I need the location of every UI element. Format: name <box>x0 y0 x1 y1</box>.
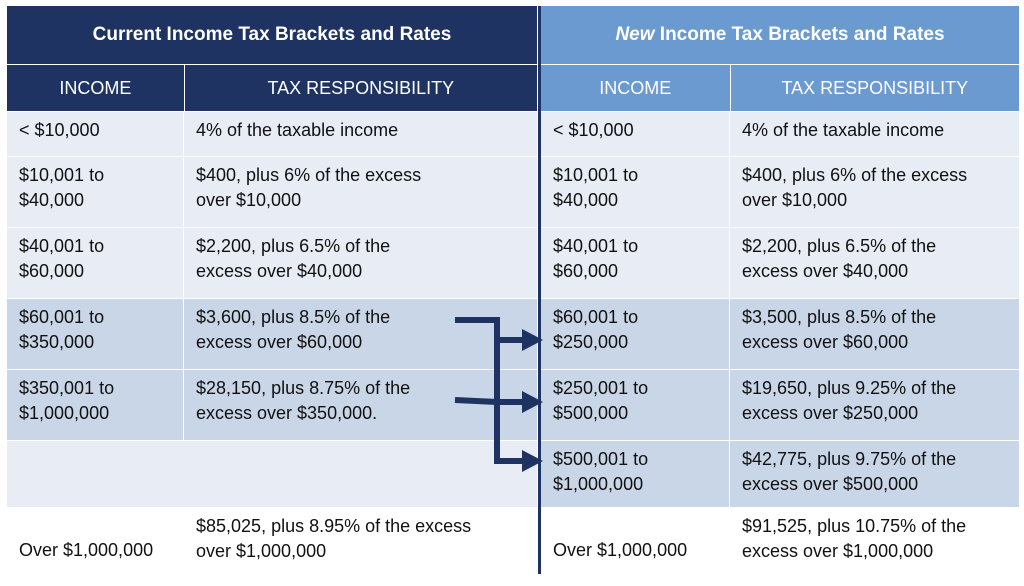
tax-cell: $28,150, plus 8.75% of the excess over $350,000. <box>184 370 537 440</box>
income-cell: Over $1,000,000 <box>541 508 730 586</box>
income-cell: < $10,000 <box>541 112 730 156</box>
current-tax-header: TAX RESPONSIBILITY <box>185 65 537 111</box>
new-tax-header: TAX RESPONSIBILITY <box>731 65 1019 111</box>
tax-cell: $2,200, plus 6.5% of the excess over $40,000 <box>730 228 1019 298</box>
income-cell: $60,001 to $250,000 <box>541 299 730 369</box>
income-cell: Over $1,000,000 <box>7 508 184 586</box>
tax-cell: $3,500, plus 8.5% of the excess over $60,000 <box>730 299 1019 369</box>
arrowhead-250000 <box>522 329 543 351</box>
connector-line-3 <box>455 400 525 402</box>
income-cell: $500,001 to $1,000,000 <box>541 441 730 507</box>
tax-cell: 4% of the taxable income <box>184 112 537 156</box>
new-title-italic: New <box>615 24 655 45</box>
income-cell: $40,001 to $60,000 <box>7 228 184 298</box>
income-cell: < $10,000 <box>7 112 184 156</box>
income-cell: $40,001 to $60,000 <box>541 228 730 298</box>
tax-cell: $400, plus 6% of the excess over $10,000 <box>184 157 537 227</box>
arrowhead-500000 <box>522 391 543 413</box>
income-cell: $350,001 to $1,000,000 <box>7 370 184 440</box>
tax-cell: $19,650, plus 9.25% of the excess over $250,000 <box>730 370 1019 440</box>
tax-cell: $85,025, plus 8.95% of the excess over $1,000,000 <box>184 508 537 586</box>
arrowhead-1000000 <box>522 450 543 472</box>
tax-cell: 4% of the taxable income <box>730 112 1019 156</box>
tax-cell: $91,525, plus 10.75% of the excess over $1,000,000 <box>730 508 1019 586</box>
income-cell: $10,001 to $40,000 <box>7 157 184 227</box>
tax-cell: $42,775, plus 9.75% of the excess over $500,000 <box>730 441 1019 507</box>
income-cell: $10,001 to $40,000 <box>541 157 730 227</box>
income-cell: $250,001 to $500,000 <box>541 370 730 440</box>
current-income-header: INCOME <box>7 65 185 111</box>
current-title-text: Current Income Tax Brackets and Rates <box>92 24 452 45</box>
tax-cell: $400, plus 6% of the excess over $10,000 <box>730 157 1019 227</box>
tax-cell: $2,200, plus 6.5% of the excess over $40,000 <box>184 228 537 298</box>
income-cell: $60,001 to $350,000 <box>7 299 184 369</box>
tax-cell: $3,600, plus 8.5% of the excess over $60,000 <box>184 299 537 369</box>
new-title-text: Income Tax Brackets and Rates <box>654 24 945 45</box>
new-income-header: INCOME <box>541 65 731 111</box>
